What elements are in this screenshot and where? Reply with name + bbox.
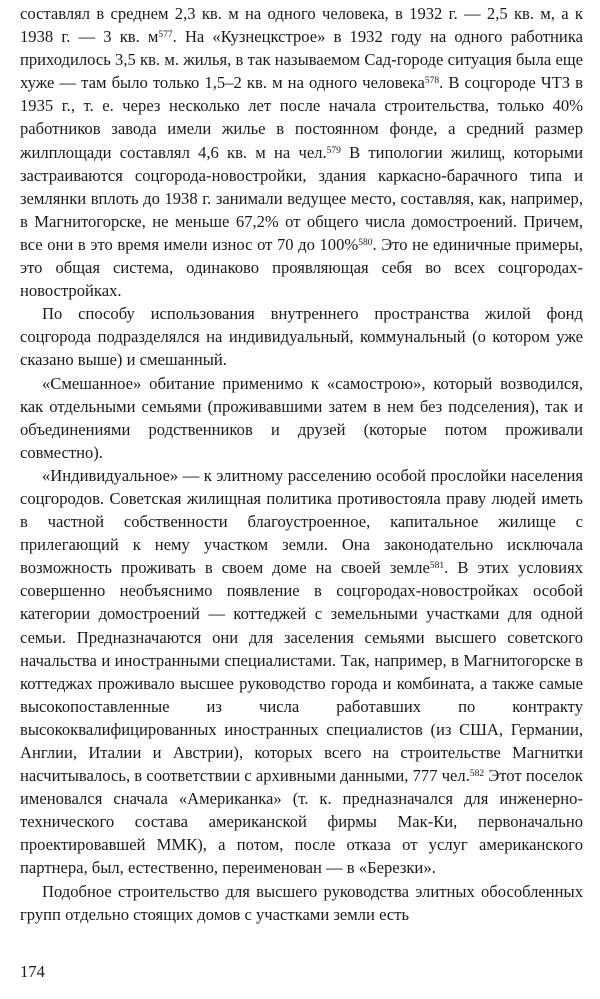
text-run: По способу использования внутреннего пространства жилой фонд соцгорода подразделялся на индивидуальный, коммунальный (о котором уже сказано выше) и смешанный. (20, 304, 583, 370)
footnote-ref-579: 579 (326, 145, 341, 156)
footnote-ref-578: 578 (424, 76, 440, 87)
paragraph-3 (20, 372, 583, 464)
text-run: В типологии жилищ, которыми застраиваются соцгорода-новостройки, здания каркасно-барачного типа и землянки вплоть до 1938 г. занимали ведущее место, составляя, как, например, в Магнитогорске, не меньше 67,2% от общего числа домостроений. Причем, все они в это время имели износ от 70 до 100% (20, 142, 583, 254)
text-run: «Индивидуальное» — к элитному расселению особой прослойки населения соцгородов. Советская жилищная политика противостояла праву людей иметь в частной собственности благоустроенное, капитальное жилище с прилегающий к нему участком земли. Она законодательно исключала возможность проживать в своем доме на своей земле (20, 465, 583, 578)
page-number: 174 (20, 962, 45, 981)
paragraph-5 (20, 880, 583, 926)
footnote-ref-581: 581 (429, 561, 445, 572)
footnote-ref-577: 577 (158, 30, 173, 41)
text-run: «Смешанное» обитание применимо к «самострою», который возводился, как отдельными семьями (проживавшими затем в нем без подселения), так и объединениями родственников и друзей (которые потом проживали совместно). (20, 373, 583, 462)
text-run: . В этих условиях совершенно необъяснимо появление в соцгородах-новостройках особой категории домостроений — коттеджей с земельными участками для одной семьи. Предназначаются они для заселения семьями высшего советского начальства и иностранными специалистами. Так, например, в Магнитогорске в коттеджах проживало высшее руководство города и комбината, а также самые высокопоставленные из числа работавших по контракту высококвалифицированных иностранных специалистов (из США, Германии, Англии, Италии и Австрии), которых всего на строительстве Магнитки насчитывалось, в соответствии с архивными данными, 777 чел. (20, 558, 583, 786)
text-run: Этот поселок именовался сначала «Американка» (т. к. предназначался для инженерно-технического состава американской фирмы Мак-Ки, первоначально проектировавшей ММК), а потом, после отказа от услуг американского партнера, был, естественно, переименован — в «Березки». (20, 766, 583, 878)
paragraph-4 (20, 464, 583, 880)
paragraph-1 (20, 2, 583, 302)
footnote-ref-580: 580 (358, 237, 373, 248)
text-run: . В соцгороде ЧТЗ в 1935 г., т. е. через несколько лет после начала строительства, только 40% работников завода имели жилье в постоянном фонде, а средний размер жилплощади составлял 4,6 кв. м на чел. (20, 73, 583, 162)
text-run: . Это не единичные примеры, это общая система, одинаково проявляющая себя во всех соцгородах-новостройках. (20, 234, 583, 301)
text-run: составлял в среднем 2,3 кв. м на одного человека, в 1932 г. — 2,5 кв. м, а к 1938 г. — 3 кв. м (20, 4, 583, 47)
paragraph-2 (20, 302, 583, 371)
text-run: . На «Кузнецкстрое» в 1932 году на одного работника приходилось 3,5 кв. м. жилья, в так называемом Сад-городе ситуация была еще хуже — там было только 1,5–2 кв. м на одного человека (20, 27, 583, 93)
page-body (20, 2, 583, 926)
text-run: Подобное строительство для высшего руководства элитных обособленных групп отдельно стоящих домов с участками земли есть (20, 881, 583, 924)
footnote-ref-582: 582 (469, 769, 485, 780)
